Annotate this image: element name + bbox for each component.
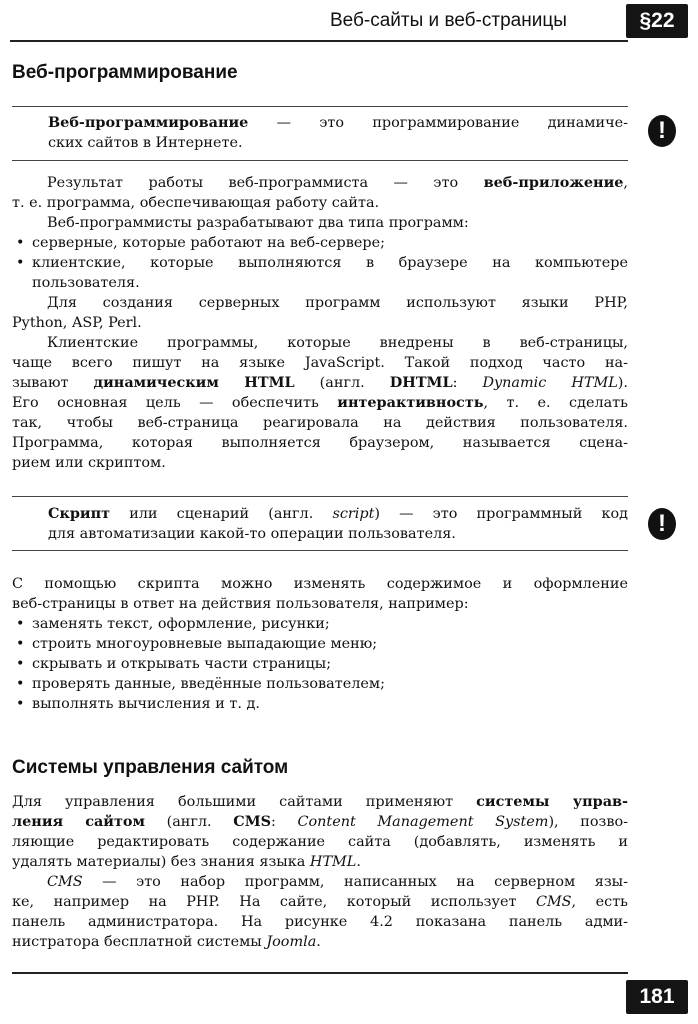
term-web-application: веб-приложение (483, 174, 624, 191)
definition-rule-top (12, 496, 628, 497)
list-item: • серверные, которые работают на веб-сервере; (16, 235, 385, 251)
section-heading-cms: Системы управления сайтом (12, 757, 289, 778)
definition-term: Веб-программирование (48, 114, 249, 131)
bullet-icon: • (16, 235, 25, 251)
bullet-icon: • (16, 676, 25, 692)
section-badge: §22 (626, 4, 688, 38)
list-item: • выполнять вычисления и т. д. (16, 696, 260, 712)
page-number: 181 (626, 980, 688, 1014)
section-heading-web-programming: Веб-программирование (12, 62, 238, 83)
list-item: • строить многоуровневые выпадающие меню; (16, 636, 378, 652)
bullet-icon: • (16, 616, 25, 632)
header-rule (10, 40, 628, 42)
list-item: • заменять текст, оформление, рисунки; (16, 616, 330, 632)
bullet-icon: • (16, 696, 25, 712)
bullet-icon: • (16, 636, 25, 652)
section1-body-continued: С помощью скрипта можно изменять содержимое и оформление веб-страницы в ответ на действия пользователя, например: • заменять текст, оформление, рисунки; • строить многоуровневые выпадающие меню; • скрывать и открывать части страницы; • проверять данные, введённые пользователем; • выполнять вычисления и т. д. (12, 576, 628, 712)
section2-body: Для управления большими сайтами применяют системы управ- ления сайтом (англ. CMS: Content Management System), позво- ляющие редактировать содержание сайта (добавлять, изменять и удалять материалы) без знания языка HTML. CMS — это набор программ, написанных на серверном язы- ке, например на PHP. На сайте, который использует CMS, есть панель администратора. На рисунке 4.2 показана панель адми- нистратора бесплатной системы Joomla. (12, 793, 629, 950)
bullet-icon: • (16, 656, 25, 672)
bullet-icon: • (16, 255, 25, 271)
list-item: • проверять данные, введённые пользователем; (16, 676, 385, 692)
definition-rule-bottom (12, 160, 628, 161)
chapter-title: Веб-сайты и веб-страницы (330, 10, 567, 31)
exclamation-icon: ! (648, 115, 676, 147)
term-interactivity: интерактивность (337, 394, 484, 411)
definition-term: Скрипт (48, 505, 111, 522)
footer-rule (12, 972, 628, 974)
definition-rule-bottom (12, 550, 628, 551)
list-item: • скрывать и открывать части страницы; (16, 656, 332, 672)
definition-web-programming: Веб-программирование — это программирование динамиче- ских сайтов в Интернете. (48, 114, 628, 151)
term-dynamic-html: динамическим HTML (93, 374, 295, 391)
definition-script: Скрипт или сценарий (англ. script) — это программный код для автоматизации какой-то операции пользователя. (48, 505, 629, 542)
exclamation-icon: ! (648, 508, 676, 540)
list-item: • клиентские, которые выполняются в браузере на компьютере (16, 255, 628, 271)
definition-rule-top (12, 106, 628, 107)
term-cms: системы управ- (476, 793, 629, 810)
section1-body: Результат работы веб-программиста — это веб-приложение, т. е. программа, обеспечивающая работу сайта. Веб-программисты разрабатывают два типа программ: • серверные, которые работают на веб-сервере; • клиентские, которые выполняются в браузере на компьютере пользователя. Для создания серверных программ используют языки PHP, Python, ASP, Perl. Клиентские программы, которые внедрены в веб-страницы, чаще всего пишут на языке JavaScript. Такой подход часто на- зывают динамическим HTML (англ. DHTML: Dynamic HTML). Его основная цель — обеспечить интерактивность, т. е. сделать так, чтобы веб-страница реагировала на действия пользователя. Программа, которая выполняется браузером, называется сцена- рием или скриптом. (12, 174, 628, 471)
